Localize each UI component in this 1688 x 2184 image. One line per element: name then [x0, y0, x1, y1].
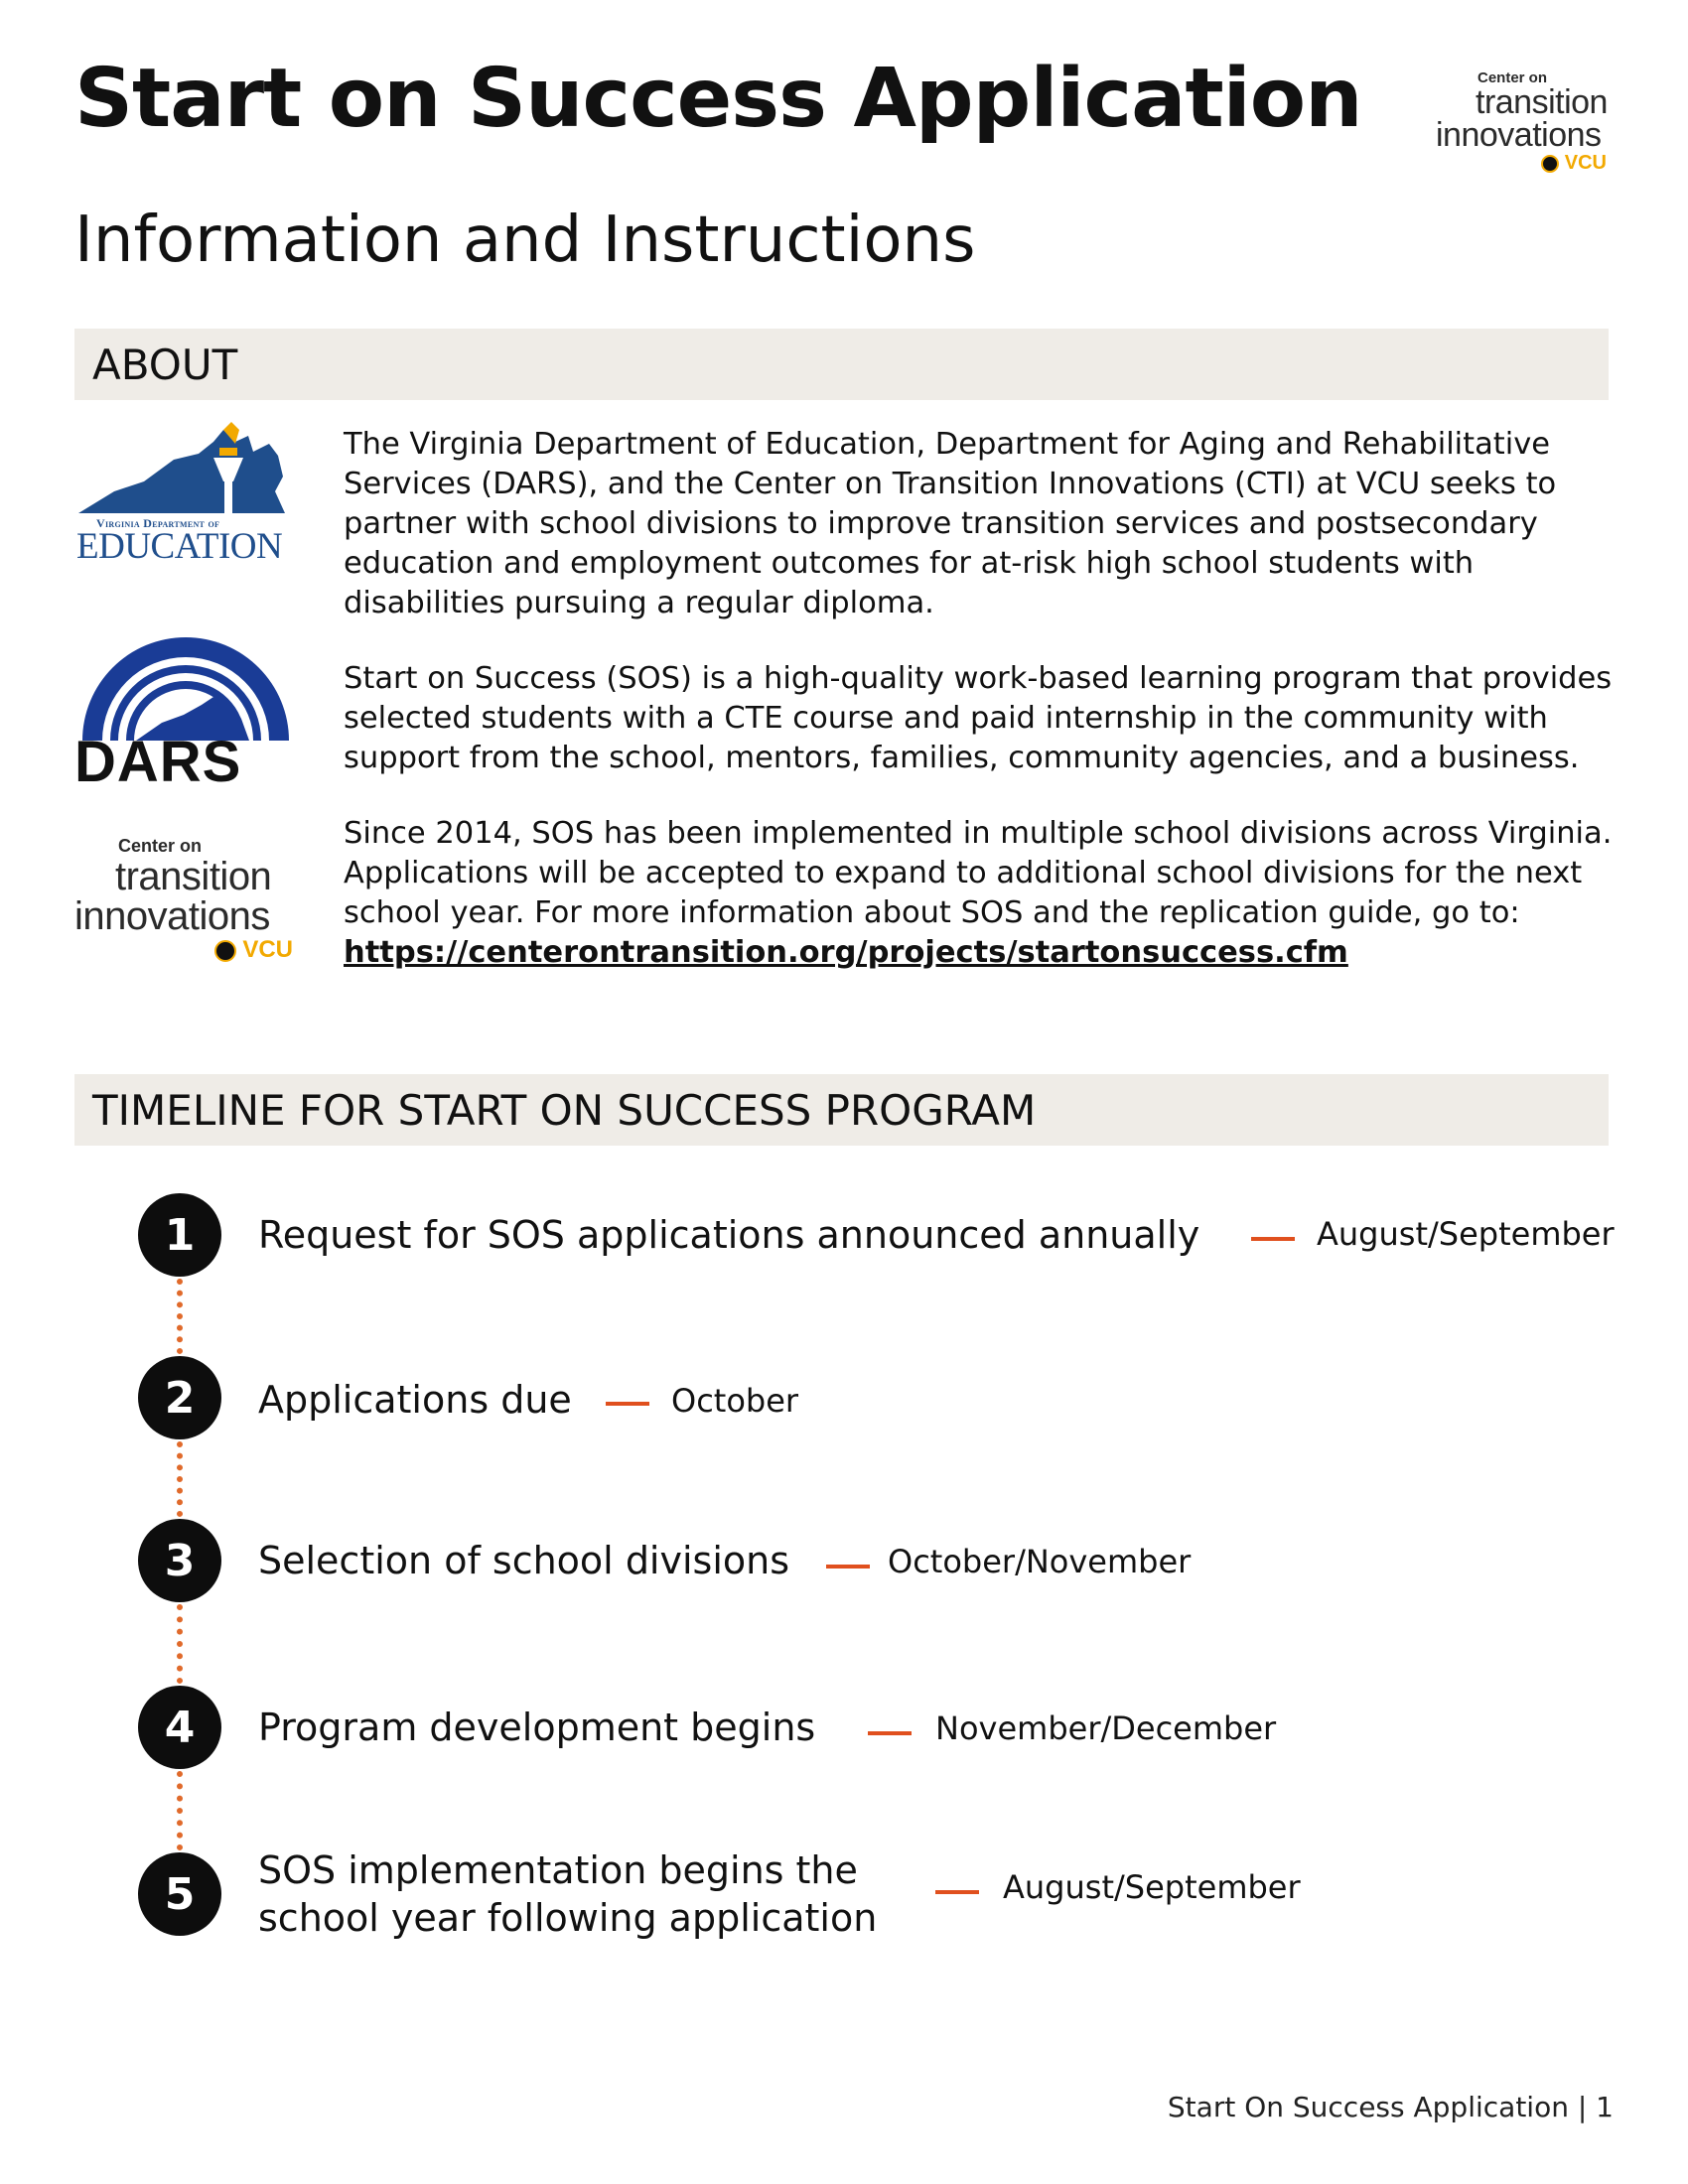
dars-logo-text: DARS: [74, 730, 242, 794]
cti-logo-small-text: Center on: [1477, 69, 1548, 86]
timeline-step-label: Selection of school divisions: [258, 1539, 790, 1582]
timeline-section-header: [74, 1074, 1609, 1146]
vcu-mark: VCU: [1436, 152, 1607, 175]
page-footer: Start On Success Application | 1: [1167, 2091, 1614, 2123]
timeline-step-date: November/December: [935, 1709, 1277, 1747]
cti-logo-small-text: Center on: [118, 836, 203, 856]
vcu-seal-icon: [1541, 155, 1559, 173]
about-section-header: [74, 329, 1609, 400]
timeline-step-label: Program development begins: [258, 1706, 816, 1749]
about-heading: ABOUT: [92, 341, 238, 389]
timeline-dash: [606, 1402, 649, 1406]
about-paragraph-3-text: Since 2014, SOS has been implemented in multiple school divisions across Virginia. Applications will be accepted to expand to additional school divisions for the next school year. For more information about SOS and the replication guide, go to:: [344, 816, 1613, 930]
vdoe-logo: [74, 422, 293, 566]
timeline-step-date: October: [671, 1382, 799, 1420]
about-paragraph-3: [344, 814, 1619, 973]
cti-logo-header: [1436, 69, 1624, 175]
vcu-seal-icon: [214, 940, 236, 962]
timeline-step-label: Request for SOS applications announced annually: [258, 1213, 1200, 1257]
timeline-step-label: [258, 1846, 877, 1942]
page-title: Start on Success Application: [74, 52, 1362, 146]
about-paragraph-2: Start on Success (SOS) is a high-quality work-based learning program that provides selected students with a CTE course and paid internship in the community with support from the school, mentors, families, community agencies, and a business.: [344, 661, 1613, 775]
timeline-step-number: 1: [138, 1193, 221, 1277]
timeline-dash: [935, 1890, 979, 1894]
timeline-step-number: 5: [138, 1852, 221, 1936]
timeline-step-label: Applications due: [258, 1378, 572, 1422]
timeline-dash: [826, 1565, 870, 1569]
page-subtitle: Information and Instructions: [74, 204, 976, 277]
timeline-connector: [177, 1441, 183, 1517]
cti-logo-line1: transition: [1476, 83, 1608, 121]
about-paragraph-1: The Virginia Department of Education, Department for Aging and Rehabilitative Services (DARS), and the Center on Transition Innovations (CTI) at VCU seeks to partner with school divisions to improve transition services and postsecondary education and employment outcomes for at-risk high school students with disabilities pursuing a regular diploma.: [344, 427, 1557, 620]
cti-logo-line1: transition: [115, 855, 272, 898]
timeline-step-number: 3: [138, 1519, 221, 1602]
timeline-step-label-line2: school year following application: [258, 1896, 878, 1940]
timeline-step-date: August/September: [1317, 1215, 1615, 1253]
timeline-step-date: August/September: [1003, 1868, 1301, 1906]
timeline-step-number: 2: [138, 1356, 221, 1439]
timeline-step-number: 4: [138, 1686, 221, 1769]
timeline-step-label-line1: SOS implementation begins the: [258, 1848, 858, 1892]
cti-logo-line2: innovations: [74, 894, 270, 938]
sos-info-link[interactable]: https://centerontransition.org/projects/startonsuccess.cfm: [344, 935, 1348, 970]
cti-logo-line2: innovations: [1436, 116, 1602, 154]
timeline-connector: [177, 1604, 183, 1684]
timeline-heading: TIMELINE FOR START ON SUCCESS PROGRAM: [92, 1086, 1037, 1135]
timeline-connector: [177, 1279, 183, 1354]
dars-logo: [74, 623, 298, 794]
cti-logo-about: [74, 836, 303, 964]
vdoe-logo-line1: Virginia Department of: [96, 516, 220, 530]
timeline-connector: [177, 1771, 183, 1850]
timeline-step-date: October/November: [888, 1543, 1192, 1580]
vdoe-logo-line2: EDUCATION: [76, 526, 283, 567]
dars-arch-icon: [74, 623, 298, 743]
timeline-dash: [868, 1731, 912, 1735]
vcu-mark: VCU: [74, 936, 293, 964]
timeline-dash: [1251, 1237, 1295, 1241]
